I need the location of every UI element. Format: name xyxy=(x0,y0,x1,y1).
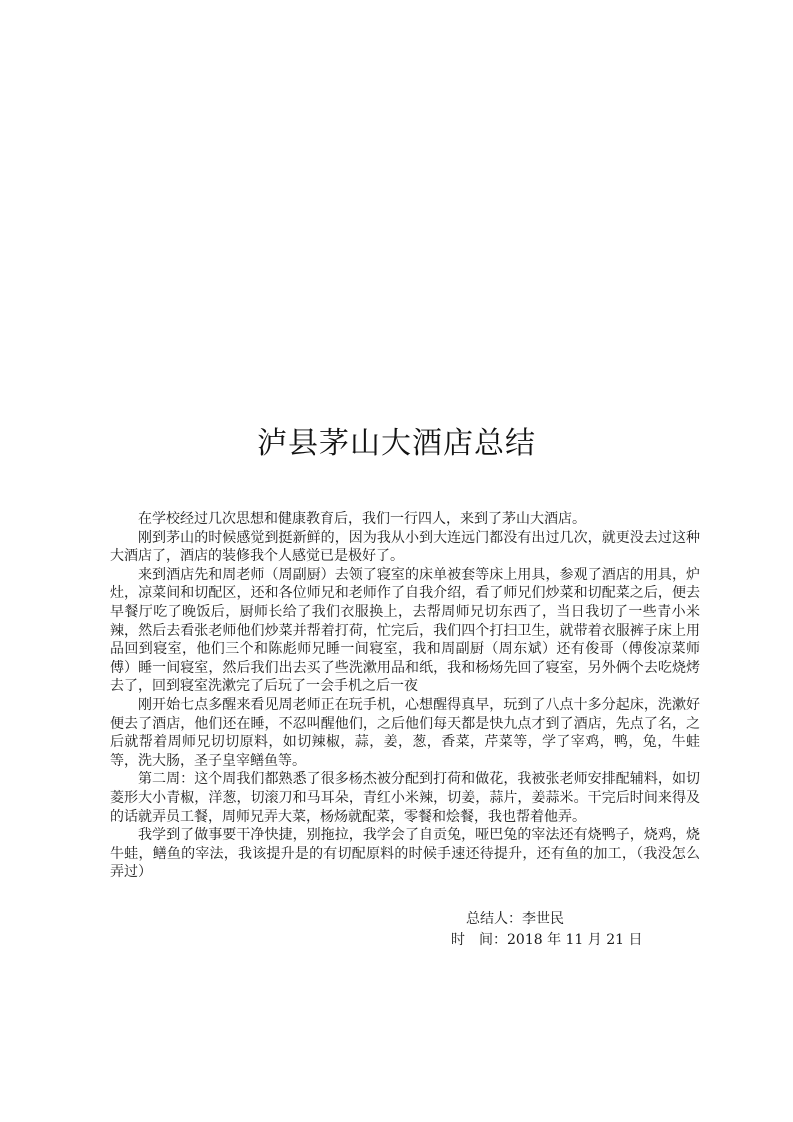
paragraph-intro: 在学校经过几次思想和健康教育后，我们一行四人，来到了茅山大酒店。 xyxy=(138,511,586,527)
document-title: 泸县茅山大酒店总结 xyxy=(257,426,536,461)
signer-name: 总结人：李世民 xyxy=(466,911,564,927)
document-body xyxy=(110,510,700,882)
paragraph-first-day: 来到酒店先和周老师（周副厨）去领了寝室的床单被套等床上用具，参观了酒店的用具，炉灶，凉菜间和切配区，还和各位师兄和老师作了自我介绍，看了师兄们炒菜和切配菜之后，便去早餐厅吃了晚饭后，厨师长给了我们衣服换上，去帮周师兄切东西了，当日我切了一些青小米辣，然后去看张老师他们炒菜并帮着打荷，忙完后，我们四个打扫卫生，就带着衣服裤子床上用品回到寝室，他们三个和陈彪师兄睡一间寝室，我和周副厨（周东斌）还有俊哥（傅俊凉菜师傅）睡一间寝室，然后我们出去买了些洗漱用品和纸，我和杨炀先回了寝室，另外俩个去吃烧烤去了，回到寝室洗漱完了后玩了一会手机之后一夜 xyxy=(110,566,700,695)
paragraph-lessons: 我学到了做事要干净快捷，别拖拉，我学会了自贡兔，哑巴兔的宰法还有烧鸭子，烧鸡，烧牛蛙，鳝鱼的宰法，我该提升是的有切配原料的时候手速还待提升，还有鱼的加工，（我没怎么弄过） xyxy=(110,827,700,881)
document-date: 时 间：2018 年 11 月 21 日 xyxy=(451,932,643,948)
paragraph-arrival: 刚到茅山的时候感觉到挺新鲜的，因为我从小到大连远门都没有出过几次，就更没去过这种大酒店了，酒店的装修我个人感觉已是极好了。 xyxy=(110,529,700,565)
paragraph-second-week: 第二周：这个周我们都熟悉了很多杨杰被分配到打荷和做花，我被张老师安排配辅料，如切菱形大小青椒，洋葱，切滚刀和马耳朵，青红小米辣，切姜，蒜片，姜蒜米。干完后时间来得及的话就弄员工餐，周师兄弄大菜，杨炀就配菜，零餐和烩餐，我也帮着他弄。 xyxy=(110,771,700,825)
paragraph-daily-routine: 刚开始七点多醒来看见周老师正在玩手机，心想醒得真早，玩到了八点十多分起床，洗漱好便去了酒店，他们还在睡，不忍叫醒他们，之后他们每天都是快九点才到了酒店，先点了名，之后就帮着周师兄切切原料，如切辣椒，蒜，姜，葱，香菜，芹菜等，学了宰鸡，鸭，兔，牛蛙等，洗大肠，圣子皇宰鳝鱼等。 xyxy=(110,696,700,769)
